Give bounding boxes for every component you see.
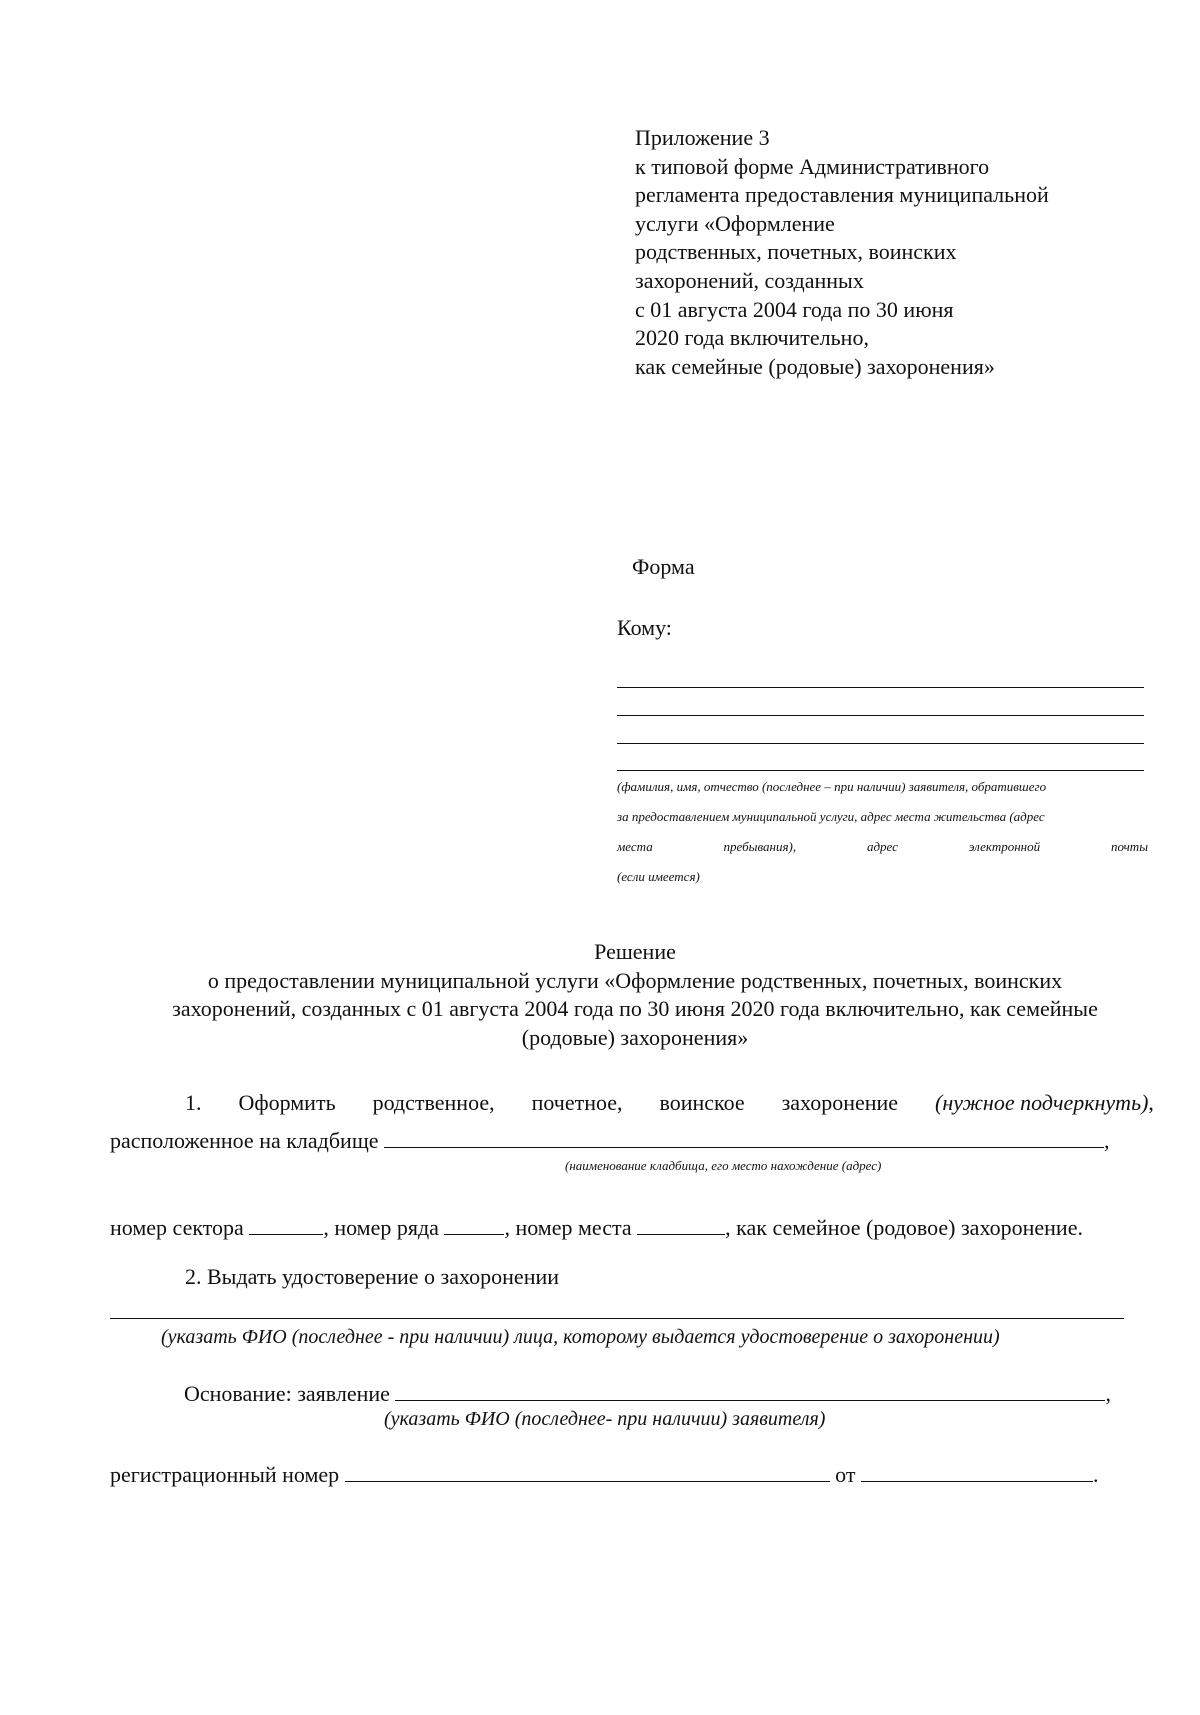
decision-heading: Решение (594, 939, 676, 964)
appendix-line: как семейные (родовые) захоронения» (635, 353, 995, 379)
decision-title (110, 938, 1160, 1052)
basis-field[interactable] (395, 1378, 1105, 1401)
basis-line (184, 1378, 1111, 1407)
basis-caption: (указать ФИО (последнее- при наличии) заявителя) (384, 1408, 826, 1430)
caption-word: почты (1110, 839, 1148, 854)
item1-word: 1. (185, 1090, 202, 1115)
cemetery-suffix: , (1104, 1128, 1110, 1153)
appendix-line: к типовой форме Административного (635, 153, 990, 179)
recipient-line-1[interactable] (617, 687, 1144, 688)
item1-word: захоронение (781, 1090, 899, 1115)
item2-text: 2. Выдать удостоверение о захоронении (185, 1264, 560, 1289)
recipient-caption-line: за предоставлением муниципальной услуги, адрес места жительства (адрес (617, 809, 1045, 824)
recipient-caption-justified-line (617, 832, 1148, 862)
location-line (110, 1212, 1083, 1241)
recipient-caption-line: (если имеется) (617, 869, 700, 884)
appendix-line: Приложение 3 (635, 125, 770, 150)
decision-subtitle-line: захоронений, созданных с 01 августа 2004 года по 30 июня 2020 года включительно, как семейные (172, 996, 1098, 1021)
caption-word: места (617, 839, 653, 854)
appendix-line: захоронений, созданных (635, 267, 864, 293)
place-field[interactable] (637, 1212, 725, 1235)
registration-label: регистрационный номер (110, 1462, 340, 1487)
place-label: , номер места (504, 1215, 632, 1240)
row-field[interactable] (444, 1212, 504, 1235)
appendix-line: родственных, почетных, воинских (635, 239, 957, 265)
item1-word: почетное, (531, 1090, 623, 1115)
registration-suffix: . (1093, 1462, 1099, 1487)
location-tail: , как семейное (родовое) захоронение. (725, 1215, 1083, 1240)
cemetery-caption: (наименование кладбища, его место нахождение (адрес) (565, 1158, 882, 1173)
item1-word: родственное, (372, 1090, 495, 1115)
form-label: Форма (632, 554, 695, 579)
caption-word: электронной (968, 839, 1041, 854)
item1-hint-text: (нужное подчеркнуть) (935, 1090, 1149, 1115)
certificate-recipient-field[interactable] (110, 1318, 1124, 1319)
registration-date-field[interactable] (861, 1459, 1093, 1482)
recipient-line-2[interactable] (617, 715, 1144, 716)
caption-word: адрес (866, 839, 898, 854)
certificate-recipient-caption: (указать ФИО (последнее - при наличии) лица, которому выдается удостоверение о захоронении) (161, 1326, 1000, 1348)
appendix-line: услуги «Оформление (635, 210, 835, 236)
item1-hint-suffix: , (1148, 1090, 1154, 1115)
to-label: Кому: (617, 615, 672, 640)
row-label: , номер ряда (323, 1215, 439, 1240)
recipient-caption (617, 772, 1148, 892)
sector-field[interactable] (249, 1212, 323, 1235)
appendix-header (635, 124, 1049, 381)
cemetery-label: расположенное на кладбище (110, 1128, 379, 1153)
recipient-caption-line: (фамилия, имя, отчество (последнее – при наличии) заявителя, обратившего (617, 779, 1047, 794)
appendix-line: с 01 августа 2004 года по 30 июня (635, 296, 954, 322)
decision-subtitle-line: о предоставлении муниципальной услуги «Оформление родственных, почетных, воинских (207, 967, 1063, 993)
item1-hint (935, 1090, 1154, 1116)
caption-word: пребывания), (723, 839, 797, 854)
item1-word: воинское (659, 1090, 745, 1115)
sector-label: номер сектора (110, 1215, 244, 1240)
item1-line1 (185, 1090, 1154, 1116)
recipient-line-3[interactable] (617, 743, 1144, 744)
item1-line2 (110, 1125, 1110, 1154)
recipient-line-4[interactable] (617, 770, 1144, 771)
basis-label: Основание: заявление (184, 1381, 390, 1406)
appendix-line: 2020 года включительно, (635, 325, 869, 351)
appendix-line: регламента предоставления муниципальной (635, 182, 1049, 208)
registration-from-label: от (835, 1462, 856, 1487)
registration-line (110, 1459, 1099, 1488)
registration-number-field[interactable] (345, 1459, 830, 1482)
cemetery-field[interactable] (384, 1125, 1104, 1148)
item1-word: Оформить (238, 1090, 336, 1115)
basis-suffix: , (1105, 1381, 1111, 1406)
decision-subtitle-line: (родовые) захоронения» (521, 1024, 749, 1050)
